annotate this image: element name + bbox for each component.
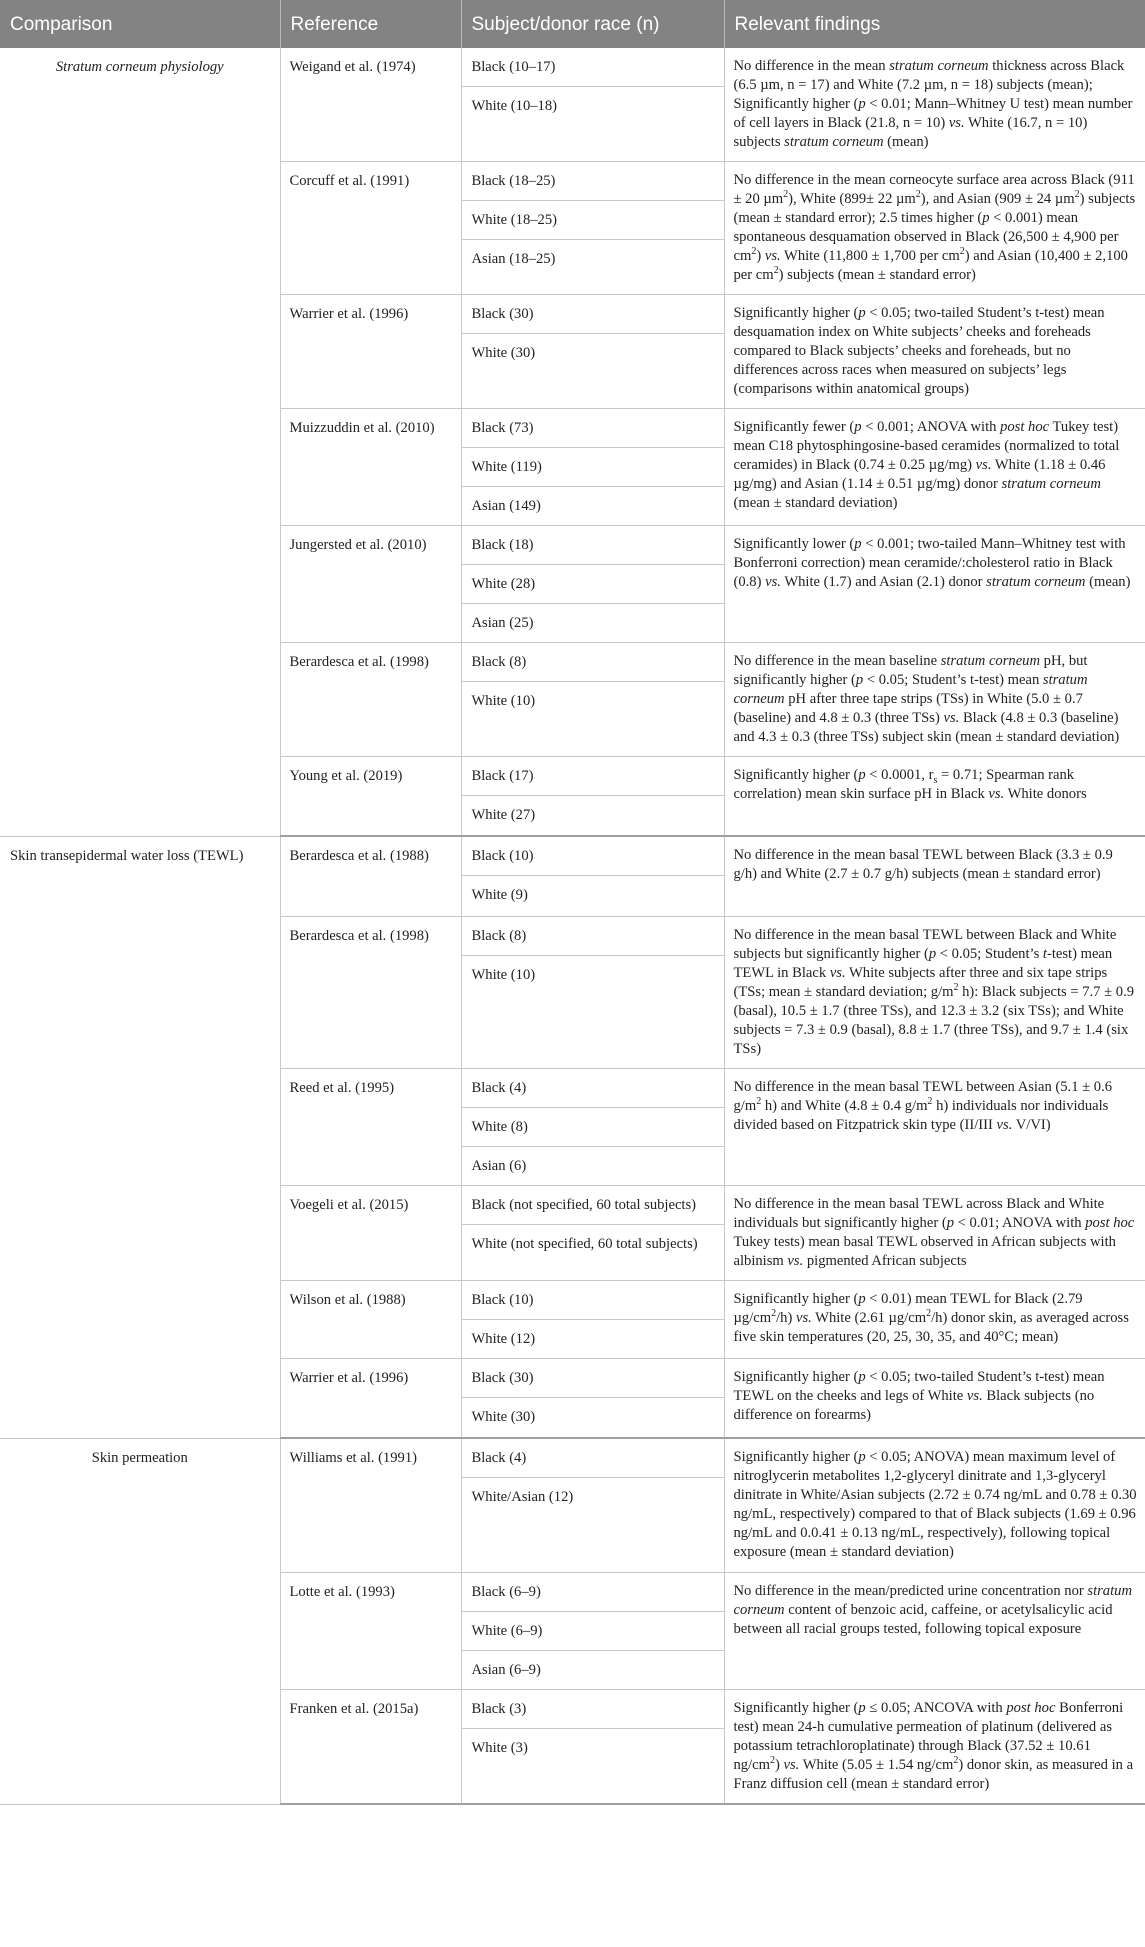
reference-cell: Lotte et al. (1993) xyxy=(280,1572,461,1689)
reference-cell: Jungersted et al. (2010) xyxy=(280,525,461,642)
table-row xyxy=(0,836,1145,916)
findings-cell: No difference in the mean stratum corneum thickness across Black (6.5 µm, n = 17) and White (7.2 µm, n = 18) subjects (mean); Significantly higher (p < 0.01; Mann–Whitney U test) mean number of cell layers in Black (21.8, n = 10) vs. White (16.7, n = 10) subjects stratum corneum (mean) xyxy=(724,48,1145,161)
comparison-cell: Stratum corneum physiology xyxy=(0,48,280,836)
subject-group: White (12) xyxy=(471,1330,536,1347)
subject-group: White (not specified, 60 total subjects) xyxy=(471,1235,698,1252)
subject-group: Black (73) xyxy=(462,409,724,448)
reference-cell: Berardesca et al. (1998) xyxy=(280,642,461,756)
subject-group: White (119) xyxy=(462,448,724,487)
header-findings: Relevant findings xyxy=(724,0,1145,48)
reference-cell: Young et al. (2019) xyxy=(280,756,461,836)
subject-group: White (8) xyxy=(462,1108,724,1147)
subject-group: Black (4) xyxy=(462,1439,724,1478)
reference-cell: Voegeli et al. (2015) xyxy=(280,1185,461,1280)
findings-cell: No difference in the mean corneocyte surface area across Black (911 ± 20 µm$^2$), White (899± 22 µm$^2$), and Asian (909 ± 24 µm$^2$) subjects (mean ± standard error); 2.5 times higher (p < 0.001) mean spontaneous desquamation observed in Black (26,500 ± 4,900 per $cm^2$) vs. White (11,800 ± 1,700 per $cm^2$) and Asian (10,400 ± 2,100 per $cm^2$) subjects (mean ± standard error) xyxy=(724,161,1145,294)
findings-cell: Significantly lower (p < 0.001; two-tailed Mann–Whitney test with Bonferroni correction) mean ceramide/:cholesterol ratio in Black (0.8) vs. White (1.7) and Asian (2.1) donor stratum corneum (mean) xyxy=(724,525,1145,642)
subject-race-cell xyxy=(461,1358,724,1438)
reference-cell: Weigand et al. (1974) xyxy=(280,48,461,161)
subject-group: Black (10) xyxy=(462,1281,724,1320)
subject-group: Black (8) xyxy=(462,643,724,682)
subject-group: White (10) xyxy=(471,692,536,709)
findings-cell: No difference in the mean basal TEWL between Black (3.3 ± 0.9 g/h) and White (2.7 ± 0.7 g/h) subjects (mean ± standard error) xyxy=(724,836,1145,916)
reference-cell: Warrier et al. (1996) xyxy=(280,294,461,408)
subject-group: Asian (18–25) xyxy=(471,250,556,267)
findings-cell: No difference in the mean/predicted urine concentration nor stratum corneum content of benzoic acid, caffeine, or acetylsalicylic acid between all racial groups tested, following topical exposure xyxy=(724,1572,1145,1689)
reference-cell: Warrier et al. (1996) xyxy=(280,1358,461,1438)
reference-cell: Franken et al. (2015a) xyxy=(280,1689,461,1804)
header-comparison: Comparison xyxy=(0,0,280,48)
findings-cell: Significantly higher (p < 0.0001, $r_s = 0.71$; Spearman rank correlation) mean skin surface pH in Black vs. White donors xyxy=(724,756,1145,836)
subject-race-cell xyxy=(461,642,724,756)
reference-cell: Williams et al. (1991) xyxy=(280,1438,461,1572)
findings-cell: Significantly higher (p ≤ 0.05; ANCOVA with post hoc Bonferroni test) mean 24-h cumulative permeation of platinum (delivered as potassium tetrachloroplatinate) through Black (37.52 ± 10.61 $ng/cm^2$) vs. White (5.05 ± 1.54 $ng/cm^2$) donor skin, as measured in a Franz diffusion cell (mean ± standard error) xyxy=(724,1689,1145,1804)
subject-group: White (30) xyxy=(471,1408,536,1425)
subject-group: Black (10–17) xyxy=(462,48,724,87)
subject-race-cell xyxy=(461,48,724,161)
findings-cell: No difference in the mean baseline stratum corneum pH, but significantly higher (p < 0.05; Student’s t-test) mean stratum corneum pH after three tape strips (TSs) in White (5.0 ± 0.7 (baseline) and 4.8 ± 0.3 (three TSs) vs. Black (4.8 ± 0.3 (baseline) and 4.3 ± 0.3 (three TSs) subject skin (mean ± standard deviation) xyxy=(724,642,1145,756)
subject-group: White (6–9) xyxy=(462,1612,724,1651)
subject-group: White (10) xyxy=(471,966,536,983)
header-reference: Reference xyxy=(280,0,461,48)
subject-race-cell xyxy=(461,161,724,294)
subject-group: Asian (6) xyxy=(471,1157,527,1174)
subject-race-cell xyxy=(461,836,724,916)
subject-race-cell xyxy=(461,756,724,836)
table-body xyxy=(0,48,1145,1804)
subject-group: Black (30) xyxy=(462,1359,724,1398)
comparison-cell: Skin transepidermal water loss (TEWL) xyxy=(0,836,280,1438)
header-subject-race: Subject/donor race (n) xyxy=(461,0,724,48)
findings-cell: Significantly fewer (p < 0.001; ANOVA with post hoc Tukey test) mean C18 phytosphingosine-based ceramides (normalized to total ceramides) in Black (0.74 ± 0.25 µg/mg) vs. White (1.18 ± 0.46 µg/mg) and Asian (1.14 ± 0.51 µg/mg) donor stratum corneum (mean ± standard deviation) xyxy=(724,408,1145,525)
header-row xyxy=(0,0,1145,48)
subject-race-cell xyxy=(461,916,724,1068)
subject-group: Asian (6–9) xyxy=(471,1661,541,1678)
findings-cell: No difference in the mean basal TEWL between Asian (5.1 ± 0.6 $g/m^2$ h) and White (4.8 ± 0.4 $g/m^2$ h) individuals nor individuals divided based on Fitzpatrick skin type (II/III vs. V/VI) xyxy=(724,1068,1145,1185)
subject-race-cell xyxy=(461,1280,724,1358)
findings-cell: Significantly higher (p < 0.05; two-tailed Student’s t-test) mean TEWL on the cheeks and legs of White vs. Black subjects (no difference on forearms) xyxy=(724,1358,1145,1438)
subject-group: White (18–25) xyxy=(462,201,724,240)
reference-cell: Wilson et al. (1988) xyxy=(280,1280,461,1358)
reference-cell: Berardesca et al. (1988) xyxy=(280,836,461,916)
subject-race-cell xyxy=(461,408,724,525)
subject-race-cell xyxy=(461,294,724,408)
findings-cell: Significantly higher (p < 0.05; ANOVA) mean maximum level of nitroglycerin metabolites 1,2-glyceryl dinitrate and 1,3-glyceryl dinitrate in White/Asian subjects (2.72 ± 0.74 ng/mL and 0.78 ± 0.30 ng/mL, respectively) compared to that of Black subjects (1.69 ± 0.96 ng/mL and 0.0.41 ± 0.13 ng/mL, respectively), following topical exposure (mean ± standard deviation) xyxy=(724,1438,1145,1572)
subject-race-cell xyxy=(461,1689,724,1804)
subject-group: White/Asian (12) xyxy=(471,1489,574,1505)
subject-race-cell xyxy=(461,1185,724,1280)
subject-race-cell xyxy=(461,1438,724,1572)
subject-group: White (10–18) xyxy=(471,98,558,114)
subject-group: Asian (25) xyxy=(471,614,534,631)
subject-group: Black (4) xyxy=(462,1069,724,1108)
subject-group: Black (17) xyxy=(462,757,724,796)
reference-cell: Reed et al. (1995) xyxy=(280,1068,461,1185)
subject-race-cell xyxy=(461,525,724,642)
subject-group: Black (30) xyxy=(462,295,724,334)
subject-group: White (3) xyxy=(471,1739,528,1756)
subject-group: Black (18–25) xyxy=(462,162,724,201)
table-row xyxy=(0,48,1145,161)
subject-group: White (30) xyxy=(471,344,536,361)
subject-group: White (27) xyxy=(471,806,536,823)
findings-cell: No difference in the mean basal TEWL between Black and White subjects but significantly higher (p < 0.05; Student’s t-test) mean TEWL in Black vs. White subjects after three and six tape strips (TSs; mean ± standard deviation; $g/m^2$ h): Black subjects = 7.7 ± 0.9 (basal), 10.5 ± 1.7 (three TSs), and 12.3 ± 3.2 (six TSs); and White subjects = 7.3 ± 0.9 (basal), 8.8 ± 1.7 (three TSs), and 9.7 ± 1.4 (six TSs) xyxy=(724,916,1145,1068)
subject-group: Black (10) xyxy=(462,837,724,876)
reference-cell: Corcuff et al. (1991) xyxy=(280,161,461,294)
findings-cell: Significantly higher (p < 0.05; two-tailed Student’s t-test) mean desquamation index on White subjects’ cheeks and foreheads compared to Black subjects’ cheeks and foreheads, but no differences across races when measured on subjects’ legs (comparisons within anatomical groups) xyxy=(724,294,1145,408)
subject-group: White (9) xyxy=(471,887,528,903)
subject-group: Black (6–9) xyxy=(462,1573,724,1612)
subject-group: Black (3) xyxy=(462,1690,724,1729)
reference-cell: Muizzuddin et al. (2010) xyxy=(280,408,461,525)
comparison-cell: Skin permeation xyxy=(0,1438,280,1804)
subject-group: Asian (149) xyxy=(471,497,541,514)
table-row xyxy=(0,1438,1145,1572)
findings-cell: No difference in the mean basal TEWL across Black and White individuals but significantly higher (p < 0.01; ANOVA with post hoc Tukey tests) mean basal TEWL observed in African subjects with albinism vs. pigmented African subjects xyxy=(724,1185,1145,1280)
subject-race-cell xyxy=(461,1572,724,1689)
subject-group: Black (8) xyxy=(462,917,724,956)
reference-cell: Berardesca et al. (1998) xyxy=(280,916,461,1068)
subject-group: White (28) xyxy=(462,565,724,604)
subject-race-cell xyxy=(461,1068,724,1185)
subject-group: Black (not specified, 60 total subjects) xyxy=(462,1186,724,1225)
findings-cell: Significantly higher (p < 0.01) mean TEWL for Black (2.79 $\mu g/cm^2/h$) vs. White (2.61 $\mu g/cm^2/h$) donor skin, as averaged across five skin temperatures (20, 25, 30, 35, and 40°C; mean) xyxy=(724,1280,1145,1358)
subject-group: Black (18) xyxy=(462,526,724,565)
